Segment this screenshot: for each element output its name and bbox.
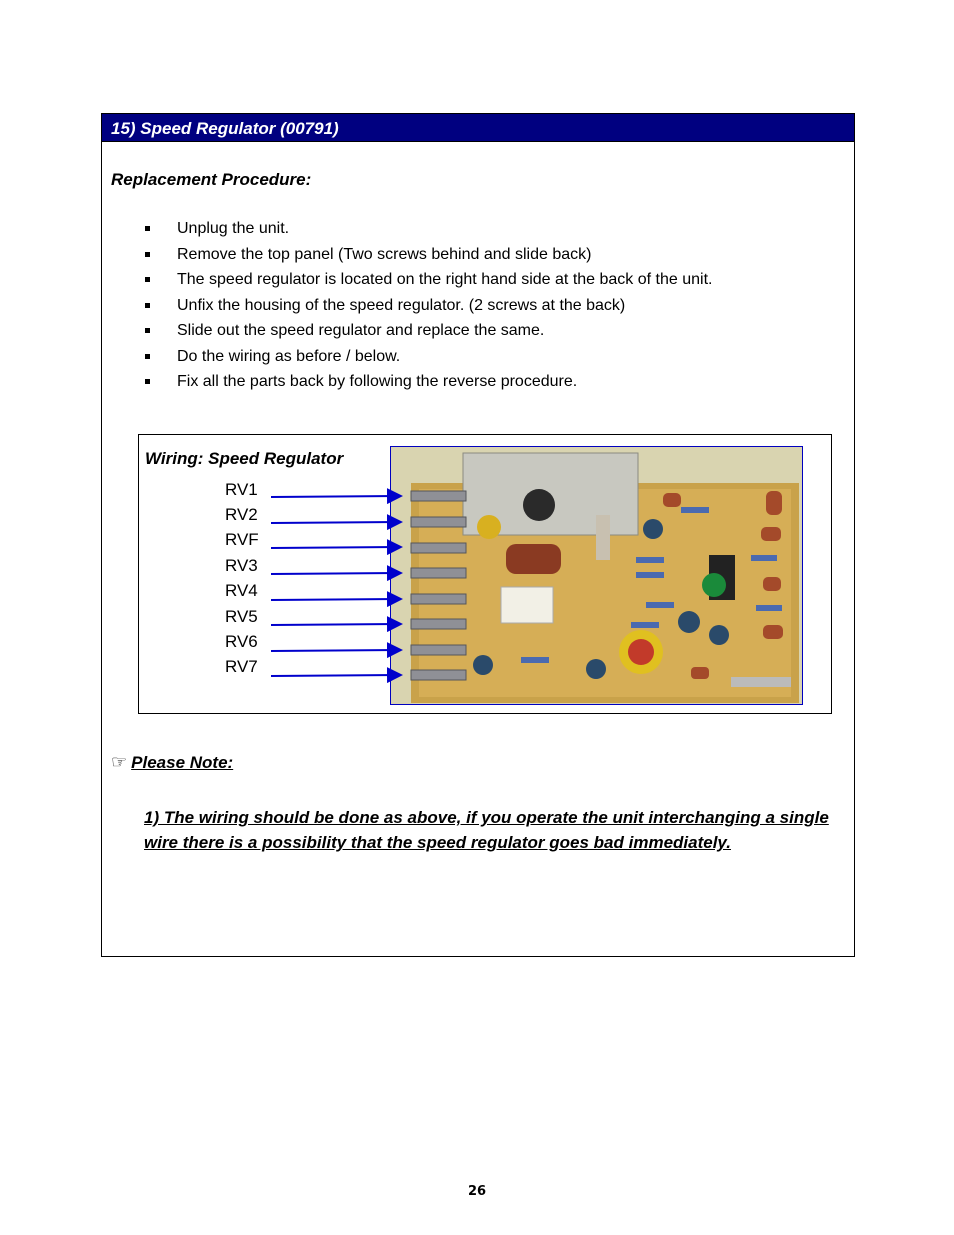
- arrow: [271, 522, 401, 523]
- arrow: [271, 675, 401, 676]
- pointing-hand-icon: ☞: [111, 752, 128, 772]
- terminal-label: RV1: [225, 480, 258, 499]
- terminal-label: RV5: [225, 607, 258, 626]
- list-item: Unfix the housing of the speed regulator. (2 screws at the back): [142, 297, 712, 323]
- section-header: [102, 114, 854, 142]
- bullet-icon: [145, 379, 150, 384]
- note-text: 1) The wiring should be done as above, if you operate the unit interchanging a single wire there is a possibility that the speed regulator goes bad immediately.: [144, 808, 829, 852]
- section-title: 15) Speed Regulator (00791): [111, 119, 339, 138]
- circuit-board-photo: [390, 446, 803, 705]
- arrow: [271, 496, 401, 497]
- arrow: [271, 573, 401, 574]
- terminal-label: RV2: [225, 505, 258, 524]
- arrow: [271, 624, 401, 625]
- wiring-title: Wiring: Speed Regulator: [145, 449, 344, 468]
- terminal-label: RVF: [225, 530, 259, 549]
- wiring-diagram: [138, 434, 832, 714]
- bullet-icon: [145, 277, 150, 282]
- arrow: [271, 599, 401, 600]
- wiring-arrows: [139, 435, 409, 713]
- note-heading: Please Note:: [131, 753, 234, 772]
- list-item: The speed regulator is located on the right hand side at the back of the unit.: [142, 271, 712, 297]
- page-number: 26: [467, 1184, 487, 1199]
- bullet-icon: [145, 226, 150, 231]
- arrow: [271, 650, 401, 651]
- list-item: Unplug the unit.: [142, 220, 712, 246]
- terminal-label: RV4: [225, 581, 258, 600]
- procedure-steps: [142, 220, 712, 399]
- terminal-label: RV3: [225, 556, 258, 575]
- procedure-heading: Replacement Procedure:: [111, 170, 312, 189]
- list-item: Do the wiring as before / below.: [142, 348, 712, 374]
- list-item: Remove the top panel (Two screws behind and slide back): [142, 246, 712, 272]
- bullet-icon: [145, 303, 150, 308]
- bullet-icon: [145, 252, 150, 257]
- bullet-icon: [145, 354, 150, 359]
- list-item: Slide out the speed regulator and replace the same.: [142, 322, 712, 348]
- arrow: [271, 547, 401, 548]
- terminal-label: RV7: [225, 657, 258, 676]
- section-box: [101, 113, 855, 957]
- list-item: Fix all the parts back by following the reverse procedure.: [142, 373, 712, 399]
- note-heading-row: [111, 752, 233, 773]
- terminal-label: RV6: [225, 632, 258, 651]
- bullet-icon: [145, 328, 150, 333]
